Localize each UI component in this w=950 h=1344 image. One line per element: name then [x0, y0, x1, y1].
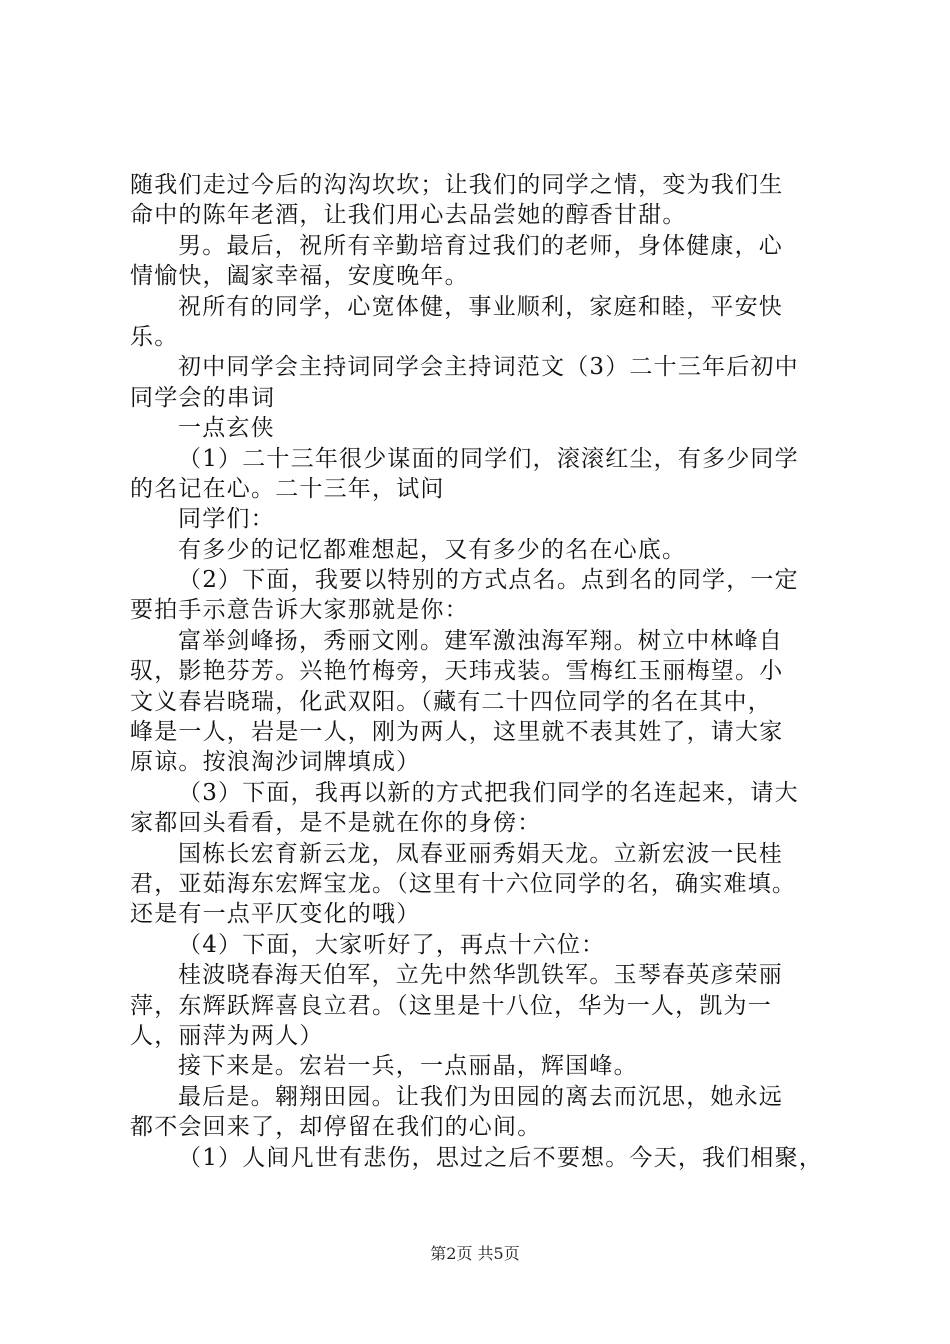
- text-line: 初中同学会主持词同学会主持词范文（3）二十三年后初中: [178, 354, 799, 381]
- text-line: 文义春岩晓瑞，化武双阳。（藏有二十四位同学的名在其中，: [130, 688, 772, 715]
- text-line: 男。最后，祝所有辛勤培育过我们的老师，身体健康，心: [178, 232, 783, 259]
- text-line: （4）下面，大家听好了，再点十六位：: [178, 931, 606, 958]
- text-line: 萍，东辉跃辉喜良立君。（这里是十八位，华为一人，凯为一: [130, 992, 772, 1019]
- document-body: [130, 170, 835, 1173]
- text-line: 乐。: [130, 323, 179, 350]
- text-line: （1）二十三年很少谋面的同学们，滚滚红尘，有多少同学: [178, 445, 799, 472]
- text-line: 祝所有的同学，心宽体健，事业顺利，家庭和睦，平安快: [178, 293, 783, 320]
- text-line: 有多少的记忆都难想起，又有多少的名在心底。: [178, 536, 687, 563]
- text-line: 一点玄侠: [178, 415, 275, 442]
- text-line: 命中的陈年老酒，让我们用心去品尝她的醇香甘甜。: [130, 202, 687, 229]
- text-line: 要拍手示意告诉大家那就是你：: [130, 597, 469, 624]
- text-line: 都不会回来了，却停留在我们的心间。: [130, 1114, 542, 1141]
- text-line: （3）下面，我再以新的方式把我们同学的名连起来，请大: [178, 779, 799, 806]
- text-line: 桂波晓春海天伯军，立先中然华凯铁军。玉琴春英彦荣丽: [178, 962, 783, 989]
- text-line: 富举剑峰扬，秀丽文刚。建军激浊海军翔。树立中林峰自: [178, 627, 783, 654]
- text-line: （1）人间凡世有悲伤，思过之后不要想。今天，我们相聚，: [178, 1144, 824, 1171]
- text-line: 原谅。按浪淘沙词牌填成）: [130, 749, 421, 776]
- text-line: 还是有一点平仄变化的哦）: [130, 901, 421, 928]
- text-line: 情愉快，阖家幸福，安度晚年。: [130, 263, 469, 290]
- text-line: 峰是一人，岩是一人，刚为两人，这里就不表其姓了，请大家: [130, 719, 784, 746]
- text-line: 同学会的串词: [130, 384, 276, 411]
- text-line: 人，丽萍为两人）: [130, 1022, 324, 1049]
- text-line: 驭，影艳芬芳。兴艳竹梅旁，天玮戎装。雪梅红玉丽梅望。小: [130, 658, 784, 685]
- text-line: 接下来是。宏岩一兵，一点丽晶，辉国峰。: [178, 1053, 638, 1080]
- text-line: 同学们：: [178, 506, 275, 533]
- text-line: 家都回头看看，是不是就在你的身傍：: [130, 810, 542, 837]
- page-footer: 第2页 共5页: [430, 1244, 520, 1263]
- text-line: 最后是。翱翔田园。让我们为田园的离去而沉思，她永远: [178, 1083, 783, 1110]
- text-line: 随我们走过今后的沟沟坎坎；让我们的同学之情，变为我们生: [130, 172, 784, 198]
- text-line: （2）下面，我要以特别的方式点名。点到名的同学，一定: [178, 567, 799, 594]
- text-line: 国栋长宏育新云龙，凤春亚丽秀娟天龙。立新宏波一民桂: [178, 840, 783, 867]
- text-line: 君，亚茹海东宏辉宝龙。（这里有十六位同学的名，确实难填。: [130, 870, 797, 897]
- text-line: 的名记在心。二十三年，试问: [130, 475, 445, 502]
